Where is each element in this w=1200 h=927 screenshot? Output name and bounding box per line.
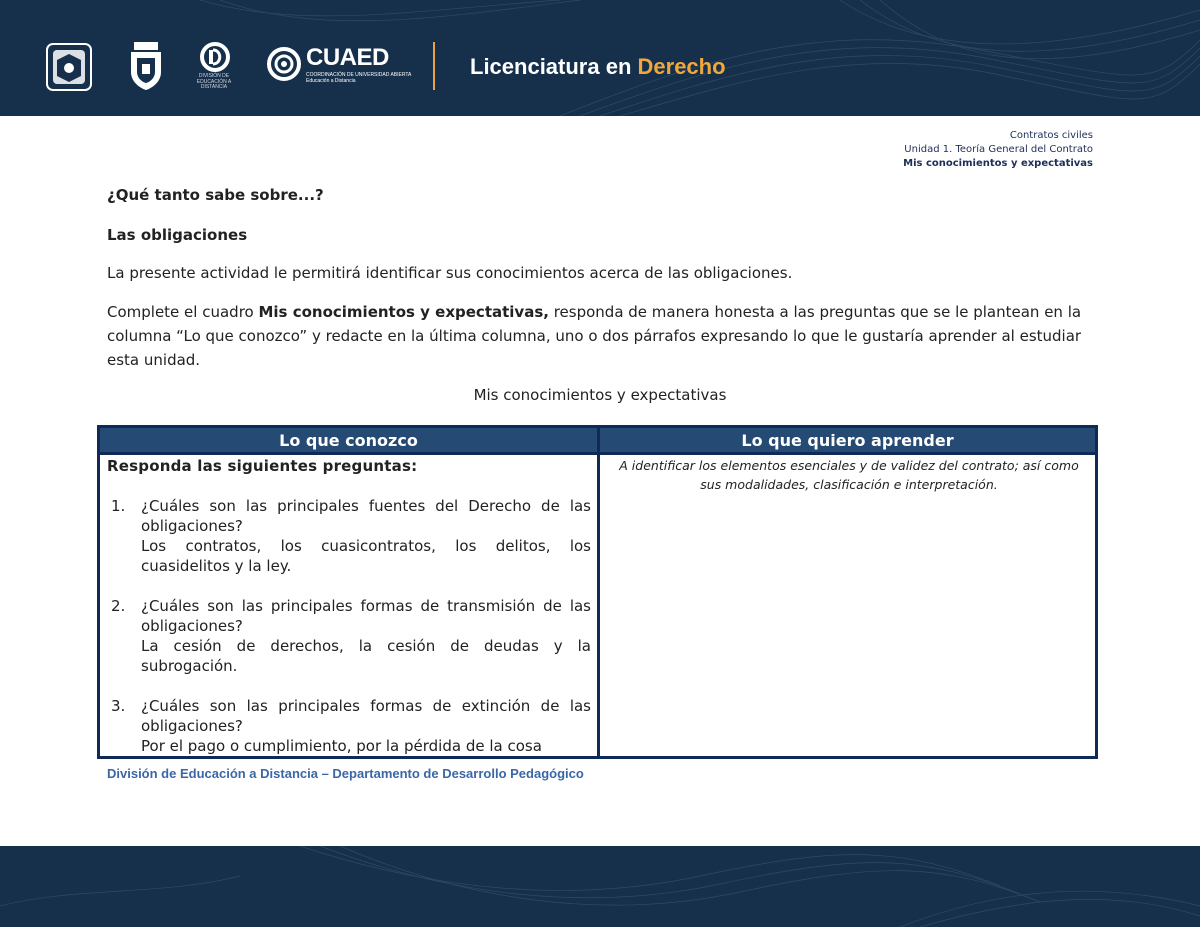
item-answer: Por el pago o cumplimiento, por la pérdida de la cosa: [141, 737, 542, 755]
item-answer: Los contratos, los cuasicontratos, los delitos, los cuasidelitos y la ley.: [141, 537, 591, 575]
footer-banner: [0, 846, 1200, 927]
cuaed-emblem-icon: [266, 46, 302, 82]
item-number: 2.: [111, 597, 126, 615]
division-logo-caption: DIVISIÓN DE EDUCACIÓN A DISTANCIA: [196, 73, 232, 90]
item-number: 3.: [111, 697, 126, 715]
program-title: [470, 54, 726, 80]
column-header-lo-que-conozco: Lo que conozco: [100, 428, 597, 452]
breadcrumb: [903, 129, 1093, 171]
header-divider: [433, 42, 435, 90]
cuaed-logo-text: CUAED: [306, 44, 389, 71]
cuaed-logo: [266, 44, 416, 88]
column-header-lo-que-quiero-aprender: Lo que quiero aprender: [600, 428, 1095, 452]
program-title-accent: Derecho: [637, 54, 726, 79]
header-banner: [0, 0, 1200, 116]
topic-heading: Las obligaciones: [107, 226, 248, 244]
breadcrumb-course: Contratos civiles: [1009, 130, 1093, 141]
division-footer-text: División de Educación a Distancia – Departamento de Desarrollo Pedagógico: [107, 766, 584, 781]
item-number: 1.: [111, 497, 126, 515]
instructions-pre: Complete el cuadro: [107, 303, 259, 321]
faculty-shield-icon: [128, 40, 164, 92]
unam-seal-icon: [45, 42, 93, 92]
expectations-table: [97, 425, 1098, 759]
program-title-prefix: Licenciatura en: [470, 54, 632, 79]
item-question: ¿Cuáles son las principales fuentes del Derecho de las obligaciones?: [141, 497, 591, 535]
table-column-divider: [597, 428, 600, 756]
list-item: [107, 496, 591, 576]
lo-que-conozco-cell: [107, 456, 591, 756]
questions-intro: Responda las siguientes preguntas:: [107, 457, 418, 475]
list-item: [107, 596, 591, 676]
division-logo-icon: [198, 42, 232, 74]
instructions-post: responda de manera honesta a las preguntas que se le plantean en la columna “Lo que conozco” y redacte en la última columna, uno o dos párrafos expresando lo que le gustaría aprender al estudiar esta unidad.: [107, 303, 1082, 369]
footer-wave-pattern: [0, 846, 1200, 927]
question-title: ¿Qué tanto sabe sobre...?: [107, 186, 324, 204]
table-title: Mis conocimientos y expectativas: [473, 386, 727, 404]
instructions-bold: Mis conocimientos y expectativas,: [258, 303, 549, 321]
cuaed-logo-subtext: COORDINACIÓN DE UNIVERSIDAD ABIERTA Educación a Distancia: [306, 72, 412, 84]
instructions-paragraph: [107, 300, 1087, 372]
breadcrumb-activity: Mis conocimientos y expectativas: [903, 158, 1093, 169]
item-answer: La cesión de derechos, la cesión de deudas y la subrogación.: [141, 637, 591, 675]
list-item: [107, 696, 591, 756]
item-question: ¿Cuáles son las principales formas de extinción de las obligaciones?: [141, 697, 591, 735]
breadcrumb-unit: Unidad 1. Teoría General del Contrato: [904, 144, 1093, 155]
intro-paragraph: La presente actividad le permitirá identificar sus conocimientos acerca de las obligaciones.: [107, 264, 793, 282]
item-question: ¿Cuáles son las principales formas de transmisión de las obligaciones?: [141, 597, 591, 635]
lo-que-quiero-aprender-cell: A identificar los elementos esenciales y de validez del contrato; así como sus modalidades, clasificación e interpretación.: [619, 458, 1079, 492]
